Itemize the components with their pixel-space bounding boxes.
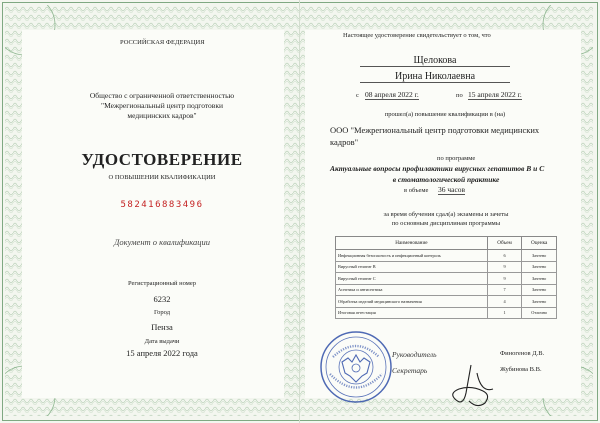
org-line-2: "Межрегиональный центр подготовки bbox=[101, 101, 223, 110]
discipline-hours: 9 bbox=[487, 261, 522, 273]
discipline-name: Вирусный гепатит В bbox=[336, 261, 488, 273]
city: Пенза bbox=[151, 322, 173, 332]
certificate-subtitle: О ПОВЫШЕНИИ КВАЛИФИКАЦИИ bbox=[108, 174, 216, 181]
volume-label: в объеме bbox=[404, 187, 429, 194]
secretary-label: Секретарь bbox=[392, 366, 428, 375]
table-row bbox=[336, 284, 557, 296]
holder-name: Ирина Николаевна bbox=[360, 71, 510, 83]
discipline-name: Асептика и антисептика bbox=[336, 284, 488, 296]
discipline-grade: Зачтено bbox=[522, 250, 557, 262]
program-name-line-1: Актуальные вопросы профилактики вирусных гепатитов В и С bbox=[330, 164, 545, 173]
country-header: РОССИЙСКАЯ ФЕДЕРАЦИЯ bbox=[120, 39, 205, 46]
discipline-grade: Зачтено bbox=[522, 261, 557, 273]
program-label: по программе bbox=[437, 155, 476, 162]
org-line-3: медицинских кадров" bbox=[127, 111, 197, 120]
discipline-grade: Отлично bbox=[522, 307, 557, 319]
discipline-hours: 9 bbox=[487, 273, 522, 285]
reg-number-label: Регистрационный номер bbox=[128, 280, 196, 287]
discipline-grade: Зачтено bbox=[522, 284, 557, 296]
table-row bbox=[336, 250, 557, 262]
date-to-label: по bbox=[456, 92, 463, 99]
secretary-name: Жубинова В.В. bbox=[500, 366, 542, 373]
issue-date: 15 апреля 2022 года bbox=[126, 348, 198, 358]
table-row bbox=[336, 307, 557, 319]
date-from: 08 апреля 2022 г. bbox=[365, 90, 419, 99]
training-org-line-1: ООО "Межрегиональный центр подготовки медицинских bbox=[330, 125, 540, 135]
certificate-title: УДОСТОВЕРЕНИЕ bbox=[81, 150, 243, 169]
discipline-hours: 1 bbox=[487, 307, 522, 319]
issue-date-label: Дата выдачи bbox=[144, 338, 180, 345]
reg-number: 6232 bbox=[153, 294, 171, 304]
serial-number: 582416883496 bbox=[120, 200, 204, 210]
date-from-label: с bbox=[356, 92, 359, 99]
org-line-1: Общество с ограниченной ответственностью bbox=[89, 91, 235, 100]
passed-text: прошел(а) повышение квалификации в (на) bbox=[384, 111, 506, 118]
column-header-hours: Объем bbox=[487, 237, 522, 250]
table-row bbox=[336, 296, 557, 308]
intro-text: Настоящее удостоверение свидетельствует о том, что bbox=[343, 32, 491, 39]
official-seal-stamp bbox=[318, 329, 394, 405]
page-fold bbox=[299, 0, 300, 423]
discipline-grade: Зачтено bbox=[522, 296, 557, 308]
head-name: Финогенов Д.В. bbox=[500, 350, 545, 357]
discipline-hours: 7 bbox=[487, 284, 522, 296]
holder-surname: Щелокова bbox=[360, 55, 510, 67]
table-header-row bbox=[336, 237, 557, 250]
discipline-name: Итоговая аттестация bbox=[336, 307, 488, 319]
table-row bbox=[336, 273, 557, 285]
program-name-line-2: в стоматологической практике bbox=[392, 175, 500, 184]
table-row bbox=[336, 261, 557, 273]
city-label: Город bbox=[153, 309, 171, 316]
head-label: Руководитель bbox=[392, 350, 437, 359]
discipline-hours: 4 bbox=[487, 296, 522, 308]
date-to: 15 апреля 2022 г. bbox=[468, 90, 522, 99]
discipline-name: Инфекционная безопасность и инфекционный контроль bbox=[336, 250, 488, 262]
discipline-name: Обработка изделий медицинского назначения bbox=[336, 296, 488, 308]
training-org-line-2: кадров" bbox=[330, 137, 359, 147]
exams-line-1: за время обучения сдал(а) экзамены и зачеты bbox=[383, 211, 509, 218]
exams-table bbox=[335, 236, 557, 319]
column-header-name: Наименование bbox=[336, 237, 488, 250]
discipline-name: Вирусный гепатит С bbox=[336, 273, 488, 285]
signature-image bbox=[441, 363, 499, 413]
exams-line-2: по основным дисциплинам программы bbox=[391, 220, 501, 227]
discipline-grade: Зачтено bbox=[522, 273, 557, 285]
discipline-hours: 6 bbox=[487, 250, 522, 262]
volume-hours: 36 часов bbox=[438, 185, 466, 194]
document-type: Документ о квалификации bbox=[113, 237, 211, 247]
column-header-grade: Оценка bbox=[522, 237, 557, 250]
